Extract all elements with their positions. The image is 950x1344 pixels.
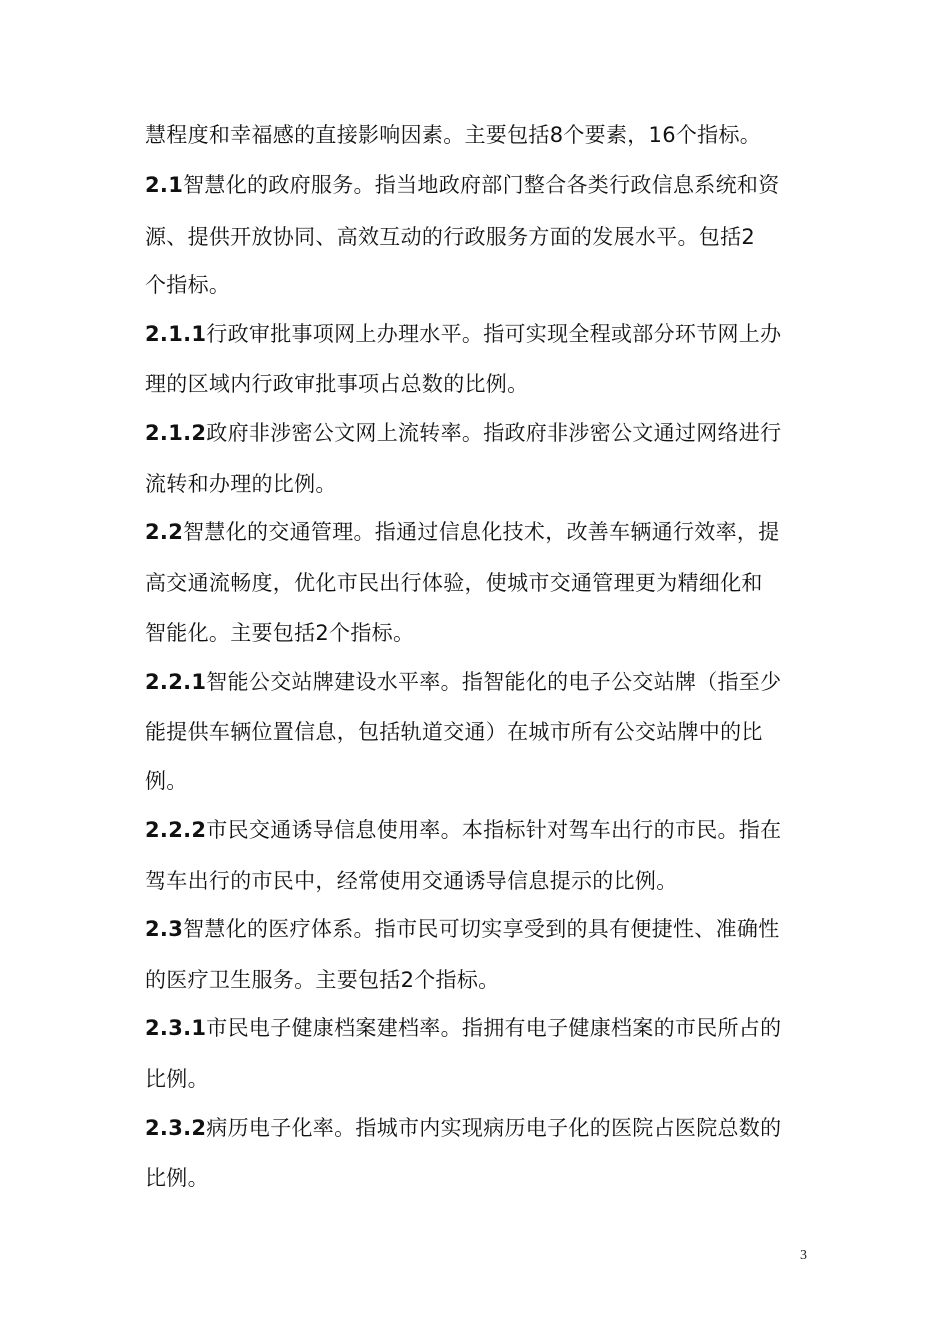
section-number: 2.3.1 [145,1016,207,1040]
paragraph-line [145,965,499,995]
section-heading-2-2-1 [145,667,781,697]
paragraph-line [145,469,337,499]
section-number: 2.2 [145,520,184,544]
section-number: 2.1.2 [145,421,207,445]
line-text: 流转和办理的比例。 [145,472,337,496]
line-text: 慧程度和幸福感的直接影响因素。主要包括8个要素，16个指标。 [145,123,762,147]
section-number: 2.2.1 [145,670,207,694]
line-text: 例。 [145,769,188,793]
line-text: 高交通流畅度，优化市民出行体验，使城市交通管理更为精细化和 [145,571,763,595]
paragraph-line [145,766,188,796]
line-text: 行政审批事项网上办理水平。指可实现全程或部分环节网上办 [206,322,782,346]
line-text: 源、提供开放协同、高效互动的行政服务方面的发展水平。包括2 [145,225,756,249]
section-number: 2.2.2 [145,818,207,842]
paragraph-line [145,1064,209,1094]
paragraph-line [145,866,678,896]
line-text: 病历电子化率。指城市内实现病历电子化的医院占医院总数的 [206,1116,782,1140]
line-text: 智慧化的政府服务。指当地政府部门整合各类行政信息系统和资 [183,173,780,197]
section-heading-2-3 [145,914,780,944]
line-text: 智慧化的医疗体系。指市民可切实享受到的具有便捷性、准确性 [183,917,780,941]
section-heading-2-3-2 [145,1113,781,1143]
line-text: 的医疗卫生服务。主要包括2个指标。 [145,968,500,992]
section-heading-2-2-2 [145,815,781,845]
paragraph-line [145,120,761,150]
paragraph-line [145,568,763,598]
paragraph-line [145,1163,209,1193]
line-text: 智慧化的交通管理。指通过信息化技术，改善车辆通行效率，提 [183,520,780,544]
line-text: 智能公交站牌建设水平率。指智能化的电子公交站牌（指至少 [206,670,782,694]
section-number: 2.1 [145,173,184,197]
section-heading-2-1-2 [145,418,781,448]
section-heading-2-1 [145,170,780,200]
line-text: 智能化。主要包括2个指标。 [145,621,415,645]
section-heading-2-2 [145,517,780,547]
paragraph-line [145,717,763,747]
section-heading-2-1-1 [145,319,781,349]
line-text: 驾车出行的市民中，经常使用交通诱导信息提示的比例。 [145,869,678,893]
section-number: 2.1.1 [145,322,207,346]
paragraph-line [145,369,528,399]
line-text: 理的区域内行政审批事项占总数的比例。 [145,372,529,396]
paragraph-line [145,618,414,648]
section-number: 2.3.2 [145,1116,207,1140]
paragraph-line [145,270,230,300]
line-text: 市民交通诱导信息使用率。本指标针对驾车出行的市民。指在 [206,818,782,842]
line-text: 政府非涉密公文网上流转率。指政府非涉密公文通过网络进行 [206,421,782,445]
line-text: 比例。 [145,1067,209,1091]
line-text: 能提供车辆位置信息，包括轨道交通）在城市所有公交站牌中的比 [145,720,763,744]
line-text: 比例。 [145,1166,209,1190]
paragraph-line [145,222,755,252]
page-number: 3 [800,1248,807,1263]
line-text: 市民电子健康档案建档率。指拥有电子健康档案的市民所占的 [206,1016,782,1040]
section-heading-2-3-1 [145,1013,781,1043]
line-text: 个指标。 [145,273,231,297]
section-number: 2.3 [145,917,184,941]
